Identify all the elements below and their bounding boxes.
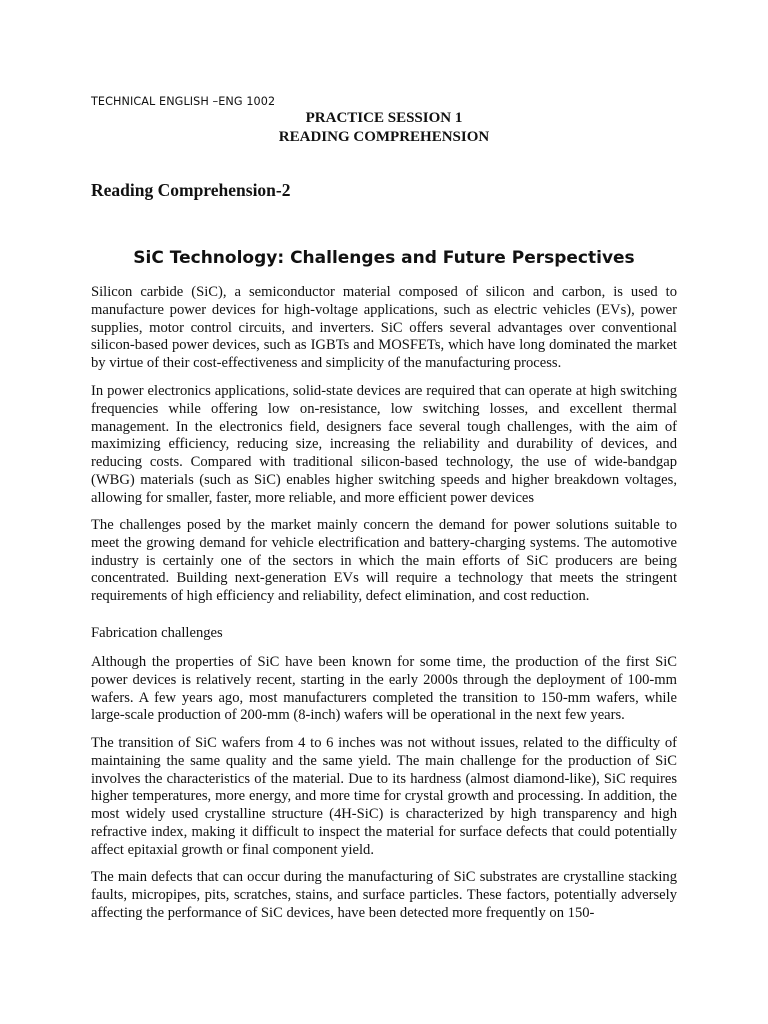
session-subtitle: READING COMPREHENSION xyxy=(278,129,490,145)
paragraph-defects: The main defects that can occur during the manufacturing of SiC substrates are crystalline stacking faults, micropipes, pits, scratches, stains, and surface particles. These factors, potentially adversely affecting the performance of SiC devices, have been detected more frequently on 150- xyxy=(91,869,677,921)
paragraph-fabrication-history: Although the properties of SiC have been known for some time, the production of the first SiC power devices is relatively recent, starting in the early 2000s through the deployment of 100-mm wafers. A few years ago, most manufacturers completed the transition to 150-mm wafers, while large-scale production of 200-mm (8-inch) wafers will be operational in the next few years. xyxy=(91,654,677,724)
paragraph-wafer-transition: The transition of SiC wafers from 4 to 6 inches was not without issues, related to the difficulty of maintaining the same quality and the same yield. The main challenge for the production of SiC involves the characteristics of the material. Due to its hardness (almost diamond-like), SiC requires higher temperatures, more energy, and more time for crystal growth and processing. In addition, the most widely used crystalline structure (4H-SiC) is characterized by high transparency and high refractive index, making it difficult to inspect the material for surface defects that could potentially affect epitaxial growth or final component yield. xyxy=(91,735,677,858)
session-title: PRACTICE SESSION 1 xyxy=(305,110,463,126)
paragraph-power-electronics: In power electronics applications, solid-state devices are required that can operate at high switching frequencies while offering low on-resistance, low switching losses, and excellent thermal management. In the electronics field, designers face several tough challenges, with the aim of maximizing efficiency, reducing size, increasing the reliability and durability of devices, and reducing costs. Compared with traditional silicon-based technology, the use of wide-bandgap (WBG) materials (such as SiC) enables higher switching speeds and higher breakdown voltages, allowing for smaller, faster, more reliable, and more efficient power devices xyxy=(91,383,677,506)
article-title: SiC Technology: Challenges and Future Perspectives xyxy=(133,248,635,268)
section-heading: Reading Comprehension-2 xyxy=(91,180,291,200)
paragraph-market-challenges: The challenges posed by the market mainly concern the demand for power solutions suitable to meet the growing demand for vehicle electrification and battery-charging systems. The automotive industry is certainly one of the sectors in which the main efforts of SiC producers are being concentrated. Building next-generation EVs will require a technology that meets the stringent requirements of high efficiency and reliability, defect elimination, and cost reduction. xyxy=(91,517,677,605)
paragraph-intro: Silicon carbide (SiC), a semiconductor material composed of silicon and carbon, is used to manufacture power devices for high-voltage applications, such as electric vehicles (EVs), power supplies, motor control circuits, and inverters. SiC offers several advantages over conventional silicon-based power devices, such as IGBTs and MOSFETs, which have long dominated the market by virtue of their cost-effectiveness and simplicity of the manufacturing process. xyxy=(91,284,677,372)
subheading-fabrication: Fabrication challenges xyxy=(91,625,223,641)
course-header: TECHNICAL ENGLISH –ENG 1002 xyxy=(91,95,276,108)
